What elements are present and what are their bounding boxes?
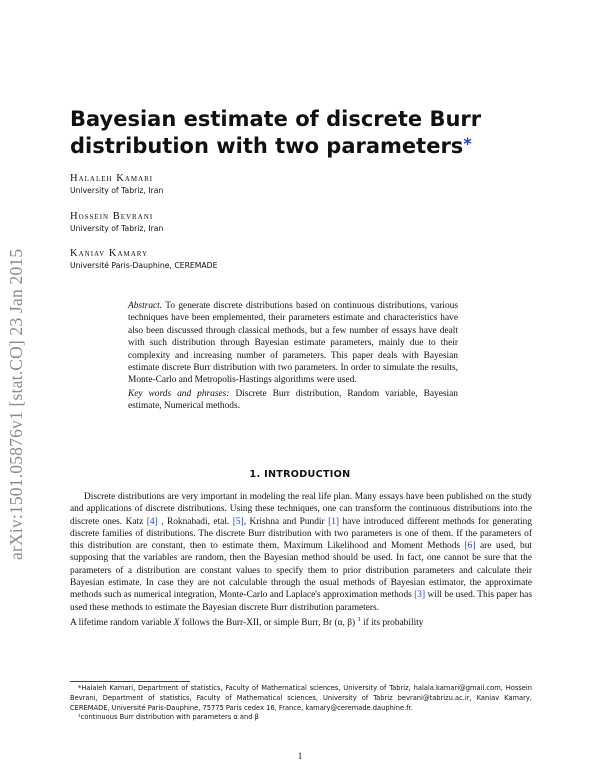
author-name: Kaniav Kamary — [70, 248, 149, 259]
keywords-text: Discrete Burr distribution, Random variable, Bayesian estimate, Numerical methods. — [128, 388, 458, 412]
footnotes — [70, 684, 532, 723]
text-run: will be used. This paper has used these methods to estimate the Bayesian discrete Burr distribution parameters. — [70, 590, 532, 613]
paper-title — [70, 106, 540, 160]
text-run: have introduced different methods for generating discrete families of distributions. The discrete Burr distribution with two parameters is one of them. If the parameters of this distribution are constant, then to estimate them, Maximum Likelihood and Moment Methods — [70, 516, 532, 552]
citation-link[interactable]: [6] — [464, 541, 476, 552]
paragraph — [70, 614, 532, 629]
author-name: Halaleh Kamari — [70, 173, 154, 184]
abstract-label: Abstract. — [128, 301, 163, 311]
title-text: Bayesian estimate of discrete Burr distribution with two parameters — [70, 107, 482, 158]
text-run: follows the Burr-XII, or simple Burr, Br (α, β) — [179, 618, 358, 629]
footnote: *Halaleh Kamari, Department of statistics, Faculty of Mathematical sciences, University of Tabriz, halala.kamari@gmail.com, Hossein Bevrani, Department of statistics, Faculty of Mathematical sciences, University of Tabriz bevrani@tabrizu.ac.ir, Kaniav Kamary, CEREMADE, Université Paris-Dauphine, 75775 Paris cedex 16, France, kamary@ceremade.dauphine.fr. — [70, 684, 532, 712]
text-run: are used, but supposing that the variables are random, then the Bayesian method should be used. In fact, one cannot be sure that the parameters of a distribution are constant values to specify them to prior distribution parameters and calculate their Bayesian estimate. In case they are not calculable through the usual methods of Bayesian estimator, the approximate methods such as numerical integration, Monte-Carlo and Laplace's approximation methods — [70, 541, 532, 601]
title-footnote-mark[interactable]: * — [463, 134, 472, 153]
arxiv-stamp: arXiv:1501.05876v1 [stat.CO] 23 Jan 2015 — [6, 248, 26, 560]
footnote: ¹continuous Burr distribution with parameters α and β — [78, 713, 259, 722]
footnote-mark[interactable]: 1 — [357, 615, 361, 623]
author-affiliation: University of Tabriz, Iran — [70, 224, 164, 233]
citation-link[interactable]: [3] — [414, 590, 426, 601]
text-run: if its probability — [360, 618, 424, 629]
author-affiliation: Université Paris-Dauphine, CEREMADE — [70, 261, 218, 270]
author-block — [70, 210, 163, 234]
page-number: 1 — [297, 752, 303, 762]
section-heading: 1. INTRODUCTION — [249, 469, 351, 480]
text-run: Discrete distributions are very important in modeling the real life plan. Many essays have been published on the study and applications of discrete distributions. Using these techniques, one can transform the continuous distributions into the discrete ones. Katz — [70, 492, 532, 527]
abstract — [128, 300, 458, 413]
citation-link[interactable]: [1] — [328, 516, 340, 527]
author-block — [70, 172, 163, 196]
introduction-body — [70, 491, 532, 629]
citation-link[interactable]: [4] — [146, 516, 158, 527]
text-run: , Krishna and Pundir — [243, 516, 329, 527]
author-block — [70, 247, 217, 271]
text-run: , Roknabadi, etal. — [157, 516, 233, 527]
footnote-divider — [70, 681, 190, 682]
citation-link[interactable]: [5] — [232, 516, 244, 527]
text-run: A lifetime random variable — [70, 618, 174, 629]
abstract-text: To generate discrete distributions based on continuous distributions, various techniques have been emplemented, their parameters estimate and characteristics have also been discussed through classical methods, but a few number of essays have dealt with such distribution through Bayesian estimate parameters, mainly due to their complexity and increasing number of parameters. This paper deals with Bayesian estimate discrete Burr distribution with two parameters. In order to simulate the results, Monte-Carlo and Metropolis-Hastings algorithms were used. — [128, 301, 458, 386]
keywords-label: Key words and phrases: — [128, 388, 230, 399]
author-name: Hossein Bevrani — [70, 211, 154, 222]
author-affiliation: University of Tabriz, Iran — [70, 186, 164, 195]
math-variable: X — [173, 618, 180, 629]
paragraph — [70, 491, 532, 614]
